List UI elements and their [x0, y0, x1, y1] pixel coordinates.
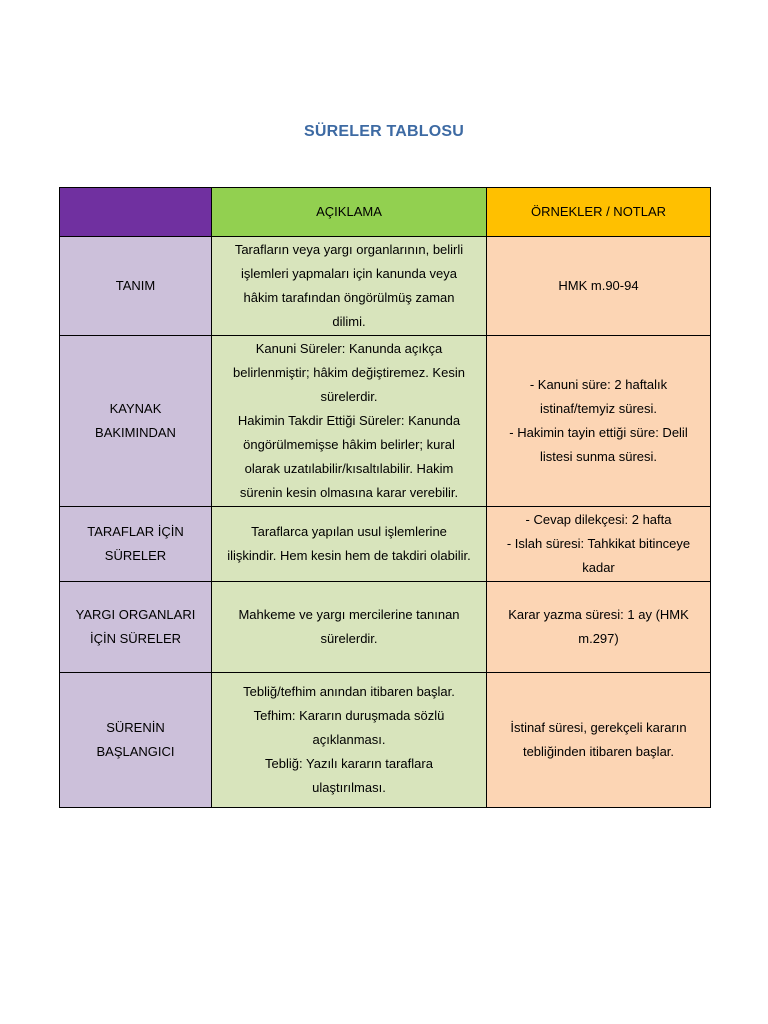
notes-cell: [487, 237, 711, 336]
text-line: HMK m.90-94: [558, 278, 639, 293]
text-line: açıklanması.: [312, 732, 386, 747]
row-label: [60, 507, 212, 582]
text-line: Taraflarca yapılan usul işlemlerine: [251, 524, 447, 539]
text-line: listesi sunma süresi.: [539, 449, 658, 464]
text-line: BAKIMINDAN: [95, 425, 176, 440]
header-description: AÇIKLAMA: [212, 188, 487, 237]
text-line: - Kanuni süre: 2 haftalık: [529, 377, 668, 392]
row-label: [60, 582, 212, 673]
text-line: olarak uzatılabilir/kısaltılabilir. Hakim: [244, 461, 454, 476]
text-line: sürenin kesin olmasına karar verebilir.: [239, 485, 459, 500]
text-line: TARAFLAR İÇİN: [87, 524, 184, 539]
description-cell: [212, 237, 487, 336]
notes-cell: [487, 507, 711, 582]
text-line: - Islah süresi: Tahkikat bitinceye: [506, 536, 691, 551]
text-line: İÇİN SÜRELER: [89, 631, 182, 646]
text-line: m.297): [578, 631, 619, 646]
text-line: belirlenmiştir; hâkim değiştiremez. Kesin: [233, 365, 465, 380]
row-label: [60, 237, 212, 336]
text-line: tebliğinden itibaren başlar.: [522, 744, 675, 759]
row-label: [60, 336, 212, 507]
header-notes: ÖRNEKLER / NOTLAR: [487, 188, 711, 237]
table-header-row: [60, 188, 711, 237]
text-line: sürelerdir.: [320, 389, 378, 404]
notes-cell: [487, 582, 711, 673]
text-line: - Cevap dilekçesi: 2 hafta: [525, 512, 672, 527]
durations-table: [59, 187, 711, 808]
text-line: SÜRELER: [104, 548, 167, 563]
table-row: [60, 507, 711, 582]
text-line: sürelerdir.: [320, 631, 378, 646]
text-line: - Hakimin tayin ettiği süre: Delil: [509, 425, 688, 440]
table-row: [60, 237, 711, 336]
table-row: [60, 673, 711, 808]
row-label: [60, 673, 212, 808]
description-cell: [212, 336, 487, 507]
notes-cell: [487, 336, 711, 507]
text-line: YARGI ORGANLARI: [75, 607, 196, 622]
text-line: Mahkeme ve yargı mercilerine tanınan: [238, 607, 460, 622]
header-blank-cell: [60, 188, 212, 237]
text-line: dilimi.: [332, 314, 366, 329]
table-row: [60, 582, 711, 673]
table-row: [60, 336, 711, 507]
text-line: istinaf/temyiz süresi.: [539, 401, 658, 416]
text-line: KAYNAK: [109, 401, 162, 416]
text-line: Tebliğ/tefhim anından itibaren başlar.: [243, 684, 455, 699]
text-line: Kanuni Süreler: Kanunda açıkça: [255, 341, 443, 356]
text-line: Hakimin Takdir Ettiği Süreler: Kanunda: [237, 413, 461, 428]
text-line: SÜRENİN: [106, 720, 165, 735]
description-cell: [212, 582, 487, 673]
text-line: Tefhim: Kararın duruşmada sözlü: [253, 708, 445, 723]
description-cell: [212, 673, 487, 808]
text-line: İstinaf süresi, gerekçeli kararın: [510, 720, 687, 735]
page-title: SÜRELER TABLOSU: [303, 123, 465, 140]
text-line: Tebliğ: Yazılı kararın taraflara: [265, 756, 433, 771]
text-line: öngörülmemişse hâkim belirler; kural: [243, 437, 455, 452]
text-line: ilişkindir. Hem kesin hem de takdiri olabilir.: [227, 548, 471, 563]
description-cell: [212, 507, 487, 582]
notes-cell: [487, 673, 711, 808]
text-line: Tarafların veya yargı organlarının, belirli: [234, 242, 464, 257]
text-line: hâkim tarafından öngörülmüş zaman: [243, 290, 455, 305]
text-line: ulaştırılması.: [312, 780, 386, 795]
text-line: işlemleri yapmaları için kanunda veya: [240, 266, 458, 281]
text-line: BAŞLANGICI: [96, 744, 175, 759]
text-line: kadar: [582, 560, 615, 575]
text-line: Karar yazma süresi: 1 ay (HMK: [508, 607, 689, 622]
text-line: TANIM: [115, 278, 156, 293]
